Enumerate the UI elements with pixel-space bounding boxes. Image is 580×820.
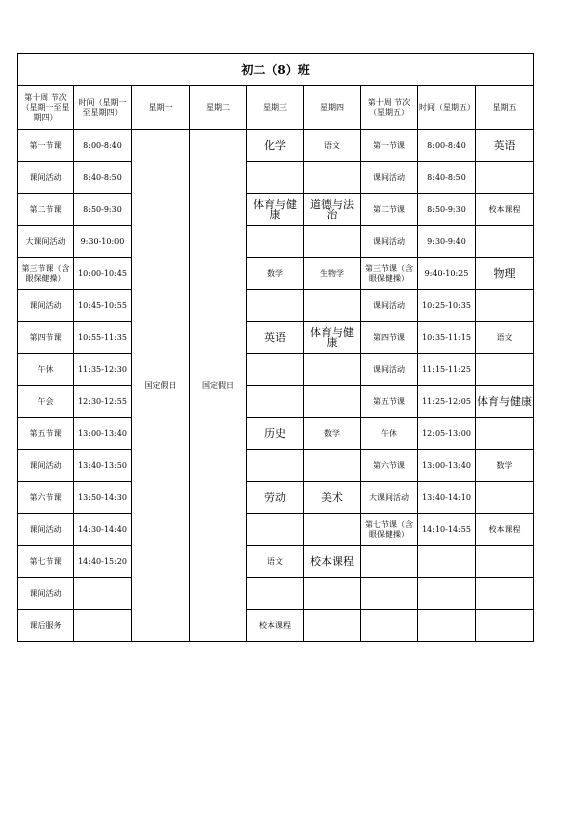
friday-subject-cell: 数学 [476,450,534,482]
table-row [18,354,534,386]
wednesday-subject-cell [247,354,304,386]
thursday-subject-cell [304,610,361,642]
friday-time-cell: 13:00-13:40 [418,450,476,482]
wednesday-subject-cell [247,386,304,418]
header-friday: 星期五 [476,86,534,130]
wednesday-subject-cell [247,226,304,258]
wednesday-subject-cell [247,290,304,322]
period-cell: 第一节课 [18,130,74,162]
friday-time-cell: 14:10-14:55 [418,514,476,546]
period-cell: 第七节课 [18,546,74,578]
period-cell: 午休 [18,354,74,386]
header-tuesday: 星期二 [190,86,247,130]
friday-period-cell [361,546,418,578]
time-cell: 10:55-11:35 [74,322,132,354]
friday-period-cell: 第四节课 [361,322,418,354]
friday-subject-cell: 校本课程 [476,514,534,546]
table-row [18,482,534,514]
period-cell: 第二节课 [18,194,74,226]
period-cell: 课间活动 [18,290,74,322]
friday-subject-cell [476,546,534,578]
header-right-time: 时间（星期五） [418,86,476,130]
thursday-subject-cell: 语文 [304,130,361,162]
header-row [18,86,534,130]
friday-period-cell: 第七节课（含眼保健操） [361,514,418,546]
table-row [18,450,534,482]
monday-holiday-cell: 国定假日 [132,130,190,642]
table-row [18,226,534,258]
friday-subject-cell: 校本课程 [476,194,534,226]
friday-time-cell: 8:40-8:50 [418,162,476,194]
time-cell: 8:00-8:40 [74,130,132,162]
friday-time-cell: 9:30-9:40 [418,226,476,258]
thursday-subject-cell [304,578,361,610]
friday-subject-cell [476,578,534,610]
thursday-subject-cell [304,450,361,482]
thursday-subject-cell [304,290,361,322]
thursday-subject-cell [304,354,361,386]
friday-time-cell [418,578,476,610]
friday-subject-cell [476,354,534,386]
table-row [18,130,534,162]
period-cell: 第四节课 [18,322,74,354]
table-row [18,514,534,546]
friday-period-cell: 第三节课（含眼保健操） [361,258,418,290]
period-cell: 课后服务 [18,610,74,642]
time-cell: 13:50-14:30 [74,482,132,514]
time-cell: 10:45-10:55 [74,290,132,322]
thursday-subject-cell [304,162,361,194]
period-cell: 第三节课（含眼保健操） [18,258,74,290]
table-row [18,290,534,322]
friday-subject-cell [476,162,534,194]
friday-period-cell: 课间活动 [361,226,418,258]
time-cell: 9:30-10:00 [74,226,132,258]
wednesday-subject-cell [247,514,304,546]
thursday-subject-cell: 数学 [304,418,361,450]
friday-time-cell: 10:35-11:15 [418,322,476,354]
timetable-sheet [17,53,533,642]
time-cell: 12:30-12:55 [74,386,132,418]
time-cell: 13:40-13:50 [74,450,132,482]
time-cell: 8:40-8:50 [74,162,132,194]
friday-time-cell: 8:00-8:40 [418,130,476,162]
table-row [18,194,534,226]
period-cell: 第六节课 [18,482,74,514]
friday-subject-cell: 语文 [476,322,534,354]
table-row [18,418,534,450]
period-cell: 大课间活动 [18,226,74,258]
table-row [18,386,534,418]
period-cell: 午会 [18,386,74,418]
friday-period-cell: 第一节课 [361,130,418,162]
wednesday-subject-cell: 劳动 [247,482,304,514]
time-cell: 14:30-14:40 [74,514,132,546]
friday-time-cell: 11:25-12:05 [418,386,476,418]
thursday-subject-cell: 道德与法治 [304,194,361,226]
wednesday-subject-cell [247,578,304,610]
time-cell [74,610,132,642]
thursday-subject-cell [304,226,361,258]
table-row [18,546,534,578]
table-row [18,578,534,610]
friday-period-cell [361,578,418,610]
thursday-subject-cell [304,514,361,546]
friday-period-cell: 课间活动 [361,162,418,194]
header-thursday: 星期四 [304,86,361,130]
friday-time-cell [418,610,476,642]
friday-period-cell: 课间活动 [361,290,418,322]
table-row [18,258,534,290]
period-cell: 课间活动 [18,162,74,194]
time-cell [74,578,132,610]
friday-period-cell: 课间活动 [361,354,418,386]
period-cell: 第五节课 [18,418,74,450]
time-cell: 13:00-13:40 [74,418,132,450]
friday-time-cell: 9:40-10:25 [418,258,476,290]
friday-subject-cell: 物理 [476,258,534,290]
time-cell: 11:35-12:30 [74,354,132,386]
timetable-body [18,130,534,642]
friday-period-cell: 第五节课 [361,386,418,418]
wednesday-subject-cell: 语文 [247,546,304,578]
time-cell: 8:50-9:30 [74,194,132,226]
period-cell: 课间活动 [18,578,74,610]
friday-time-cell: 13:40-14:10 [418,482,476,514]
friday-time-cell [418,546,476,578]
friday-subject-cell: 英语 [476,130,534,162]
time-cell: 14:40-15:20 [74,546,132,578]
wednesday-subject-cell: 数学 [247,258,304,290]
wednesday-subject-cell: 化学 [247,130,304,162]
wednesday-subject-cell [247,450,304,482]
table-row [18,162,534,194]
friday-time-cell: 11:15-11:25 [418,354,476,386]
header-right-period: 第十周 节次（星期五） [361,86,418,130]
header-left-period: 第十周 节次（星期一至星期四） [18,86,74,130]
friday-period-cell: 午休 [361,418,418,450]
thursday-subject-cell: 校本课程 [304,546,361,578]
header-left-time: 时间（星期一至星期四） [74,86,132,130]
header-wednesday: 星期三 [247,86,304,130]
timetable [17,53,534,642]
friday-subject-cell [476,610,534,642]
friday-subject-cell [476,290,534,322]
time-cell: 10:00-10:45 [74,258,132,290]
wednesday-subject-cell: 英语 [247,322,304,354]
tuesday-holiday-cell: 国定假日 [190,130,247,642]
wednesday-subject-cell: 体育与健康 [247,194,304,226]
table-row [18,322,534,354]
class-title: 初二（8）班 [18,54,534,86]
period-cell: 课间活动 [18,450,74,482]
friday-period-cell: 第二节课 [361,194,418,226]
friday-period-cell [361,610,418,642]
wednesday-subject-cell: 历史 [247,418,304,450]
period-cell: 课间活动 [18,514,74,546]
friday-subject-cell: 体育与健康 [476,386,534,418]
friday-time-cell: 10:25-10:35 [418,290,476,322]
friday-period-cell: 第六节课 [361,450,418,482]
friday-time-cell: 8:50-9:30 [418,194,476,226]
thursday-subject-cell: 美术 [304,482,361,514]
friday-subject-cell [476,482,534,514]
thursday-subject-cell: 生物学 [304,258,361,290]
thursday-subject-cell [304,386,361,418]
table-row [18,610,534,642]
thursday-subject-cell: 体育与健康 [304,322,361,354]
header-monday: 星期一 [132,86,190,130]
friday-subject-cell [476,418,534,450]
wednesday-subject-cell [247,162,304,194]
friday-subject-cell [476,226,534,258]
friday-period-cell: 大课间活动 [361,482,418,514]
friday-time-cell: 12:05-13:00 [418,418,476,450]
wednesday-subject-cell: 校本课程 [247,610,304,642]
